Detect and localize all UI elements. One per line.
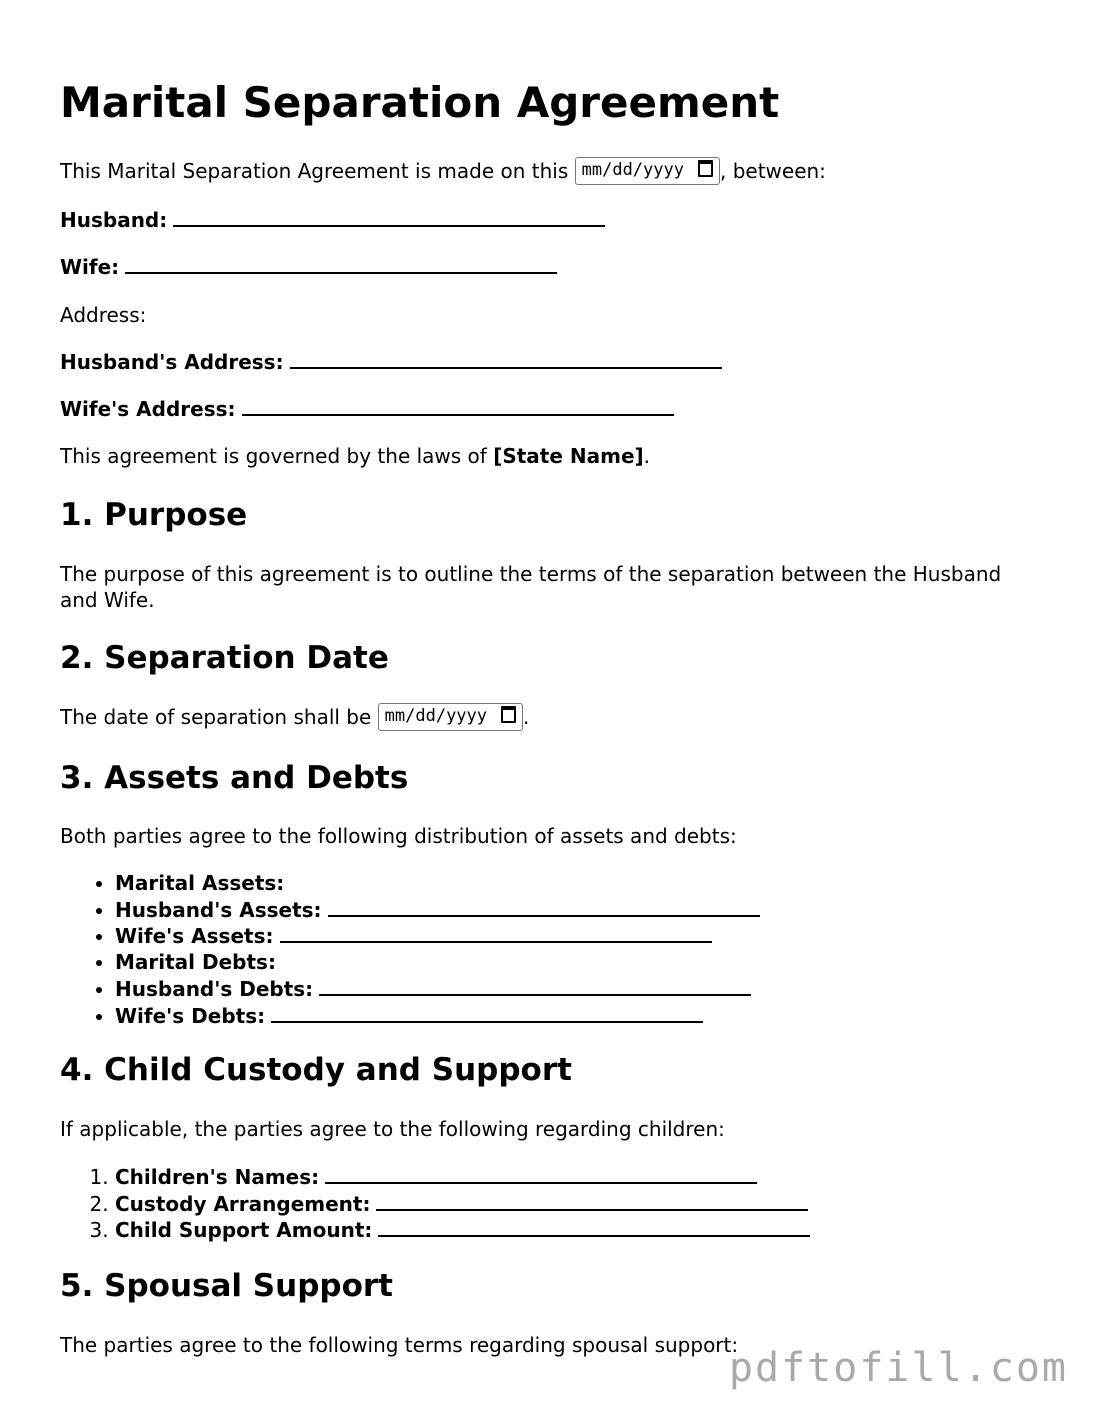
custody-list — [60, 1164, 810, 1244]
list-item — [115, 976, 760, 1003]
custody-heading: 4. Child Custody and Support — [60, 1052, 572, 1088]
separation-date-line — [60, 704, 529, 733]
intro-line — [60, 158, 826, 187]
list-item — [115, 871, 760, 897]
children-names-label: Children's Names: — [115, 1165, 320, 1189]
separation-date-prefix: The date of separation shall be — [60, 705, 372, 729]
list-item — [115, 897, 760, 924]
list-item — [115, 923, 760, 950]
husband-line — [60, 207, 605, 233]
marital-debts-label: Marital Debts: — [115, 950, 276, 975]
governing-line — [60, 443, 650, 469]
intro-suffix: , between: — [719, 159, 826, 183]
document-title: Marital Separation Agreement — [60, 78, 780, 127]
custody-arrangement-label: Custody Arrangement: — [115, 1191, 371, 1216]
purpose-text: The purpose of this agreement is to outline the terms of the separation between the Husband and Wife. — [60, 562, 1002, 612]
wife-address-field[interactable] — [242, 396, 674, 416]
husband-assets-field[interactable] — [328, 897, 760, 917]
list-item — [115, 1164, 810, 1191]
wife-line — [60, 254, 557, 280]
child-support-label: Child Support Amount: — [115, 1218, 373, 1243]
wife-label: Wife: — [60, 255, 120, 279]
assets-text: Both parties agree to the following distribution of assets and debts: — [60, 824, 737, 848]
husband-assets-label: Husband's Assets: — [115, 897, 322, 922]
children-names-field[interactable] — [325, 1164, 757, 1184]
spousal-heading: 5. Spousal Support — [60, 1268, 393, 1304]
governing-prefix: This agreement is governed by the laws of — [60, 444, 487, 468]
husband-debts-field[interactable] — [319, 976, 751, 996]
intro-prefix: This Marital Separation Agreement is made on this — [60, 159, 569, 183]
separation-date-heading: 2. Separation Date — [60, 640, 389, 676]
assets-list — [60, 871, 760, 1029]
list-item — [115, 1217, 810, 1244]
wife-name-field[interactable] — [125, 254, 557, 274]
calendar-icon[interactable] — [501, 706, 516, 723]
separation-date-placeholder: mm/dd/yyyy — [384, 705, 488, 726]
list-item — [115, 950, 760, 976]
husband-address-field[interactable] — [290, 349, 722, 369]
spousal-text: The parties agree to the following terms regarding spousal support: — [60, 1333, 739, 1357]
custody-arrangement-field[interactable] — [376, 1191, 808, 1211]
state-name: [State Name] — [493, 444, 644, 468]
address-heading: Address: — [60, 303, 147, 327]
separation-date-suffix: . — [523, 705, 530, 729]
wife-assets-field[interactable] — [280, 923, 712, 943]
marital-assets-label: Marital Assets: — [115, 871, 285, 895]
agreement-date-placeholder: mm/dd/yyyy — [581, 159, 684, 180]
purpose-heading: 1. Purpose — [60, 497, 248, 533]
wife-address-line — [60, 396, 674, 422]
husband-name-field[interactable] — [173, 207, 605, 227]
agreement-date-input[interactable] — [575, 157, 720, 185]
wife-debts-label: Wife's Debts: — [115, 1003, 266, 1028]
list-item — [115, 1191, 810, 1218]
custody-text: If applicable, the parties agree to the following regarding children: — [60, 1117, 725, 1141]
husband-address-label: Husband's Address: — [60, 350, 284, 374]
husband-address-line — [60, 349, 722, 375]
husband-label: Husband: — [60, 208, 168, 232]
governing-suffix: . — [643, 444, 651, 468]
husband-debts-label: Husband's Debts: — [115, 976, 314, 1001]
assets-heading: 3. Assets and Debts — [60, 760, 409, 796]
wife-assets-label: Wife's Assets: — [115, 924, 274, 949]
wife-address-label: Wife's Address: — [60, 397, 236, 421]
separation-date-input[interactable] — [378, 703, 523, 731]
wife-debts-field[interactable] — [271, 1003, 703, 1023]
child-support-field[interactable] — [378, 1217, 810, 1237]
watermark: pdftofill.com — [728, 1345, 1068, 1391]
calendar-icon[interactable] — [698, 160, 713, 177]
list-item — [115, 1003, 760, 1030]
